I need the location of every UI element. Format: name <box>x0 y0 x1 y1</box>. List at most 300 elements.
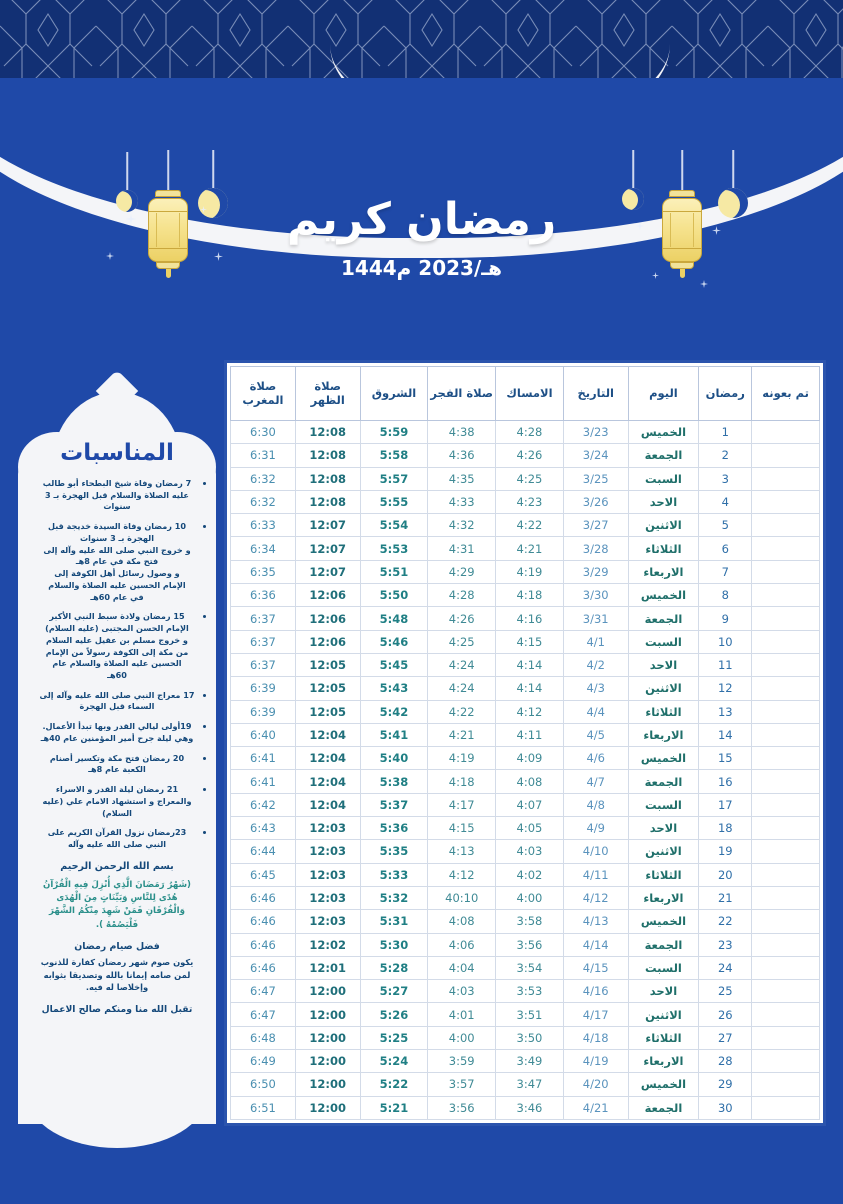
cell-maghrib: 6:39 <box>231 700 296 723</box>
cell-fajr: 4:00 <box>428 1026 496 1049</box>
cell-ramadan: 19 <box>699 840 752 863</box>
cell-fajr: 4:12 <box>428 863 496 886</box>
cell-shuruq: 5:55 <box>360 490 428 513</box>
cell-day: السبت <box>628 630 699 653</box>
cell-date: 3/26 <box>563 490 628 513</box>
cell-imsak: 4:25 <box>496 467 564 490</box>
cell-check[interactable] <box>752 1003 820 1026</box>
cell-imsak: 4:28 <box>496 421 564 444</box>
cell-maghrib: 6:46 <box>231 886 296 909</box>
cell-shuruq: 5:53 <box>360 537 428 560</box>
cell-shuruq: 5:57 <box>360 467 428 490</box>
bullet-icon <box>203 725 206 728</box>
cell-imsak: 4:08 <box>496 770 564 793</box>
cell-fajr: 3:56 <box>428 1096 496 1119</box>
table-row <box>231 514 820 537</box>
cell-imsak: 4:22 <box>496 514 564 537</box>
table-row <box>231 793 820 816</box>
table-row <box>231 886 820 909</box>
occasions-list <box>32 478 202 851</box>
cell-imsak: 4:05 <box>496 817 564 840</box>
cell-ramadan: 5 <box>699 514 752 537</box>
cell-ramadan: 12 <box>699 677 752 700</box>
bottom-blue-strip <box>0 1176 843 1204</box>
cell-dhuhr: 12:07 <box>295 514 360 537</box>
cell-imsak: 4:18 <box>496 584 564 607</box>
table-row <box>231 956 820 979</box>
cell-date: 4/16 <box>563 980 628 1003</box>
header-maghrib: صلاة المغرب <box>231 367 296 421</box>
cell-shuruq: 5:38 <box>360 770 428 793</box>
cell-date: 4/6 <box>563 747 628 770</box>
cell-maghrib: 6:33 <box>231 514 296 537</box>
cell-dhuhr: 12:03 <box>295 817 360 840</box>
bullet-icon <box>203 694 206 697</box>
cell-day: الاثنين <box>628 677 699 700</box>
cell-shuruq: 5:50 <box>360 584 428 607</box>
prayer-times-table-card <box>224 360 826 1126</box>
cell-date: 4/21 <box>563 1096 628 1119</box>
cell-date: 4/19 <box>563 1050 628 1073</box>
cell-ramadan: 9 <box>699 607 752 630</box>
table-row <box>231 933 820 956</box>
cell-maghrib: 6:47 <box>231 1003 296 1026</box>
cell-ramadan: 18 <box>699 817 752 840</box>
cell-ramadan: 16 <box>699 770 752 793</box>
cell-check[interactable] <box>752 840 820 863</box>
cell-maghrib: 6:49 <box>231 1050 296 1073</box>
cell-ramadan: 28 <box>699 1050 752 1073</box>
cell-maghrib: 6:42 <box>231 793 296 816</box>
cell-dhuhr: 12:06 <box>295 584 360 607</box>
cell-day: الثلاثاء <box>628 537 699 560</box>
cell-shuruq: 5:37 <box>360 793 428 816</box>
cell-shuruq: 5:46 <box>360 630 428 653</box>
cell-maghrib: 6:45 <box>231 863 296 886</box>
cell-dhuhr: 12:08 <box>295 490 360 513</box>
cell-shuruq: 5:24 <box>360 1050 428 1073</box>
bullet-icon <box>203 482 206 485</box>
cell-date: 4/2 <box>563 653 628 676</box>
table-row <box>231 490 820 513</box>
cell-day: الاحد <box>628 653 699 676</box>
prayer-times-table <box>230 366 820 1120</box>
cell-dhuhr: 12:05 <box>295 700 360 723</box>
cell-maghrib: 6:46 <box>231 956 296 979</box>
cell-check[interactable] <box>752 770 820 793</box>
cell-ramadan: 25 <box>699 980 752 1003</box>
cell-fajr: 4:28 <box>428 584 496 607</box>
cell-fajr: 4:36 <box>428 444 496 467</box>
cell-day: السبت <box>628 956 699 979</box>
cell-ramadan: 26 <box>699 1003 752 1026</box>
cell-date: 3/24 <box>563 444 628 467</box>
occasions-sidebar <box>18 392 216 1148</box>
closing-dua-text: تقبل الله منا ومنكم صالح الاعمال <box>41 1004 193 1016</box>
cell-day: السبت <box>628 793 699 816</box>
table-row <box>231 421 820 444</box>
cell-maghrib: 6:46 <box>231 910 296 933</box>
cell-fajr: 4:19 <box>428 747 496 770</box>
cell-check[interactable] <box>752 910 820 933</box>
cell-day: الاحد <box>628 817 699 840</box>
cell-shuruq: 5:36 <box>360 817 428 840</box>
table-row <box>231 863 820 886</box>
cell-ramadan: 10 <box>699 630 752 653</box>
cell-fajr: 4:15 <box>428 817 496 840</box>
cell-date: 4/7 <box>563 770 628 793</box>
occasion-item <box>32 690 202 713</box>
header-check: تم بعونه <box>752 367 820 421</box>
table-row <box>231 1026 820 1049</box>
cell-dhuhr: 12:00 <box>295 1026 360 1049</box>
cell-check[interactable] <box>752 653 820 676</box>
cell-shuruq: 5:48 <box>360 607 428 630</box>
cell-dhuhr: 12:05 <box>295 653 360 676</box>
table-row <box>231 700 820 723</box>
table-row <box>231 677 820 700</box>
table-row <box>231 560 820 583</box>
cell-fajr: 4:33 <box>428 490 496 513</box>
cell-dhuhr: 12:00 <box>295 1096 360 1119</box>
cell-date: 4/3 <box>563 677 628 700</box>
cell-fajr: 4:01 <box>428 1003 496 1026</box>
cell-date: 4/5 <box>563 723 628 746</box>
table-row <box>231 537 820 560</box>
cell-check[interactable] <box>752 956 820 979</box>
cell-shuruq: 5:28 <box>360 956 428 979</box>
cell-date: 3/28 <box>563 537 628 560</box>
cell-imsak: 3:56 <box>496 933 564 956</box>
cell-date: 3/30 <box>563 584 628 607</box>
cell-maghrib: 6:30 <box>231 421 296 444</box>
cell-imsak: 3:47 <box>496 1073 564 1096</box>
cell-maghrib: 6:36 <box>231 584 296 607</box>
cell-maghrib: 6:34 <box>231 537 296 560</box>
cell-maghrib: 6:40 <box>231 723 296 746</box>
cell-check[interactable] <box>752 1050 820 1073</box>
cell-shuruq: 5:33 <box>360 863 428 886</box>
cell-maghrib: 6:31 <box>231 444 296 467</box>
cell-shuruq: 5:31 <box>360 910 428 933</box>
cell-day: الجمعة <box>628 1096 699 1119</box>
table-header-row <box>231 367 820 421</box>
occasion-text: 17 معراج النبي صلى الله عليه وآله إلى السماء قبل الهجرة <box>39 689 195 712</box>
cell-shuruq: 5:45 <box>360 653 428 676</box>
cell-dhuhr: 12:01 <box>295 956 360 979</box>
cell-shuruq: 5:26 <box>360 1003 428 1026</box>
cell-dhuhr: 12:00 <box>295 1073 360 1096</box>
cell-date: 3/27 <box>563 514 628 537</box>
cell-day: الثلاثاء <box>628 700 699 723</box>
occasion-subtext: و وصول رسائل أهل الكوفة إلى الإمام الحسين عليه الصلاة والسلام في عام 60هـ <box>48 568 186 602</box>
cell-date: 4/12 <box>563 886 628 909</box>
cell-check[interactable] <box>752 537 820 560</box>
occasion-subtext: و خروج النبي صلى الله عليه وآله إلى فتح مكة في عام 8هـ <box>43 544 191 567</box>
occasion-item <box>32 721 202 744</box>
cell-fajr: 4:06 <box>428 933 496 956</box>
cell-imsak: 4:15 <box>496 630 564 653</box>
occasion-item <box>32 753 202 776</box>
cell-imsak: 3:46 <box>496 1096 564 1119</box>
cell-fajr: 4:18 <box>428 770 496 793</box>
cell-fajr: 4:35 <box>428 467 496 490</box>
cell-maghrib: 6:37 <box>231 607 296 630</box>
occasion-subtext: و خروج مسلم بن عقيل عليه السلام من مكة إلى الكوفة رسولاً من الإمام الحسين عليه الصلاة والسلام عام 60هـ <box>45 634 189 681</box>
table-row <box>231 607 820 630</box>
cell-imsak: 3:49 <box>496 1050 564 1073</box>
table-row <box>231 444 820 467</box>
cell-date: 4/15 <box>563 956 628 979</box>
header-dhuhr: صلاة الظهر <box>295 367 360 421</box>
cell-date: 4/10 <box>563 840 628 863</box>
cell-date: 4/4 <box>563 700 628 723</box>
occasion-text: 20 رمضان فتح مكة وتكسير أصنام الكعبة عام 8هـ <box>49 752 185 775</box>
occasion-item <box>32 784 202 819</box>
cell-shuruq: 5:22 <box>360 1073 428 1096</box>
cell-fajr: 4:21 <box>428 723 496 746</box>
cell-imsak: 4:12 <box>496 700 564 723</box>
cell-shuruq: 5:35 <box>360 840 428 863</box>
cell-maghrib: 6:32 <box>231 490 296 513</box>
cell-imsak: 4:14 <box>496 653 564 676</box>
table-row <box>231 840 820 863</box>
page-title: رمضان كريم <box>286 194 557 245</box>
cell-fajr: 3:59 <box>428 1050 496 1073</box>
quran-ayah-text: (شَهْرُ رَمَضَانَ الَّذِي أُنْزِلَ فِيهِ الْقُرْآنُ هُدًى لِلنَّاسِ وَبَيِّنَاتٍ مِنَ الْهُدَى وَالْفُرْقَانِ فَمَنْ شَهِدَ مِنْكُمُ الشَّهْرَ فَلْيَصُمْهُ ). <box>43 879 191 930</box>
cell-check[interactable] <box>752 560 820 583</box>
cell-fajr: 4:17 <box>428 793 496 816</box>
header-imsak: الامساك <box>496 367 564 421</box>
cell-day: الجمعة <box>628 607 699 630</box>
cell-maghrib: 6:44 <box>231 840 296 863</box>
cell-shuruq: 5:43 <box>360 677 428 700</box>
table-row <box>231 653 820 676</box>
cell-ramadan: 17 <box>699 793 752 816</box>
cell-ramadan: 7 <box>699 560 752 583</box>
occasion-text: 7 رمضان وفاة شيخ البطحاء أبو طالب عليه الصلاة والسلام قبل الهجرة بـ 3 سنوات <box>42 478 192 512</box>
occasion-text: 10 رمضان وفاة السيدة خديجة قبل الهجرة بـ 3 سنوات <box>47 521 187 543</box>
cell-imsak: 4:16 <box>496 607 564 630</box>
header-date: التاريخ <box>563 367 628 421</box>
header-ramadan: رمضان <box>699 367 752 421</box>
cell-fajr: 4:38 <box>428 421 496 444</box>
bullet-icon <box>203 525 206 528</box>
cell-dhuhr: 12:07 <box>295 560 360 583</box>
cell-check[interactable] <box>752 444 820 467</box>
table-row <box>231 980 820 1003</box>
cell-shuruq: 5:54 <box>360 514 428 537</box>
cell-day: الاربعاء <box>628 1050 699 1073</box>
cell-day: الثلاثاء <box>628 1026 699 1049</box>
bullet-icon <box>203 615 206 618</box>
bullet-icon <box>203 757 206 760</box>
cell-day: السبت <box>628 467 699 490</box>
cell-check[interactable] <box>752 933 820 956</box>
cell-day: الاربعاء <box>628 723 699 746</box>
cell-ramadan: 27 <box>699 1026 752 1049</box>
cell-dhuhr: 12:06 <box>295 630 360 653</box>
cell-dhuhr: 12:02 <box>295 933 360 956</box>
cell-maghrib: 6:50 <box>231 1073 296 1096</box>
cell-check[interactable] <box>752 980 820 1003</box>
cell-shuruq: 5:21 <box>360 1096 428 1119</box>
cell-check[interactable] <box>752 723 820 746</box>
cell-imsak: 4:21 <box>496 537 564 560</box>
bullet-icon <box>203 831 206 834</box>
cell-ramadan: 13 <box>699 700 752 723</box>
cell-dhuhr: 12:03 <box>295 863 360 886</box>
cell-dhuhr: 12:08 <box>295 421 360 444</box>
cell-dhuhr: 12:03 <box>295 910 360 933</box>
cell-fajr: 40:10 <box>428 886 496 909</box>
cell-ramadan: 30 <box>699 1096 752 1119</box>
fasting-merit-body: يكون صوم شهر رمضان كفارة للذنوب لمن صامه إيمانا بالله وتصديقا بثوابه وإخلاصا له فيه. <box>40 957 194 992</box>
table-row <box>231 817 820 840</box>
cell-date: 3/25 <box>563 467 628 490</box>
cell-check[interactable] <box>752 514 820 537</box>
cell-maghrib: 6:37 <box>231 630 296 653</box>
cell-date: 4/18 <box>563 1026 628 1049</box>
occasion-text: 21 رمضان ليلة القدر و الاسراء والمعراج و استشهاد الامام علي (عليه السلام) <box>42 784 192 818</box>
cell-imsak: 4:07 <box>496 793 564 816</box>
cell-day: الثلاثاء <box>628 863 699 886</box>
cell-maghrib: 6:39 <box>231 677 296 700</box>
cell-check[interactable] <box>752 747 820 770</box>
cell-dhuhr: 12:04 <box>295 747 360 770</box>
cell-day: الجمعة <box>628 933 699 956</box>
cell-maghrib: 6:41 <box>231 747 296 770</box>
occasion-item <box>32 827 202 850</box>
cell-imsak: 3:50 <box>496 1026 564 1049</box>
cell-imsak: 4:14 <box>496 677 564 700</box>
cell-date: 3/29 <box>563 560 628 583</box>
cell-date: 3/23 <box>563 421 628 444</box>
cell-dhuhr: 12:00 <box>295 980 360 1003</box>
cell-imsak: 3:53 <box>496 980 564 1003</box>
cell-ramadan: 22 <box>699 910 752 933</box>
occasion-text: 15 رمضان ولادة سبط النبي الأكبر الإمام الحسن المجتبى (عليه السلام) <box>45 611 189 634</box>
cell-day: الاثنين <box>628 514 699 537</box>
cell-date: 4/1 <box>563 630 628 653</box>
cell-dhuhr: 12:07 <box>295 537 360 560</box>
cell-day: الاحد <box>628 490 699 513</box>
cell-maghrib: 6:32 <box>231 467 296 490</box>
page-subtitle: 1444هـ/2023 م <box>341 256 502 281</box>
cell-fajr: 3:57 <box>428 1073 496 1096</box>
cell-day: الخميس <box>628 1073 699 1096</box>
cell-check[interactable] <box>752 584 820 607</box>
cell-dhuhr: 12:06 <box>295 607 360 630</box>
cell-check[interactable] <box>752 607 820 630</box>
cell-check[interactable] <box>752 793 820 816</box>
sidebar-title: المناسبات <box>60 440 174 466</box>
cell-dhuhr: 12:03 <box>295 886 360 909</box>
cell-maghrib: 6:43 <box>231 817 296 840</box>
cell-day: الجمعة <box>628 444 699 467</box>
cell-date: 4/20 <box>563 1073 628 1096</box>
cell-shuruq: 5:25 <box>360 1026 428 1049</box>
header-shuruq: الشروق <box>360 367 428 421</box>
cell-imsak: 3:51 <box>496 1003 564 1026</box>
cell-check[interactable] <box>752 886 820 909</box>
cell-day: الاثنين <box>628 840 699 863</box>
cell-shuruq: 5:51 <box>360 560 428 583</box>
cell-check[interactable] <box>752 421 820 444</box>
cell-ramadan: 8 <box>699 584 752 607</box>
cell-check[interactable] <box>752 677 820 700</box>
cell-dhuhr: 12:04 <box>295 793 360 816</box>
cell-maghrib: 6:41 <box>231 770 296 793</box>
cell-imsak: 4:02 <box>496 863 564 886</box>
cell-fajr: 4:26 <box>428 607 496 630</box>
cell-shuruq: 5:59 <box>360 421 428 444</box>
cell-fajr: 4:08 <box>428 910 496 933</box>
cell-imsak: 4:03 <box>496 840 564 863</box>
cell-check[interactable] <box>752 863 820 886</box>
sidebar-content <box>18 392 216 1148</box>
cell-check[interactable] <box>752 1026 820 1049</box>
cell-check[interactable] <box>752 700 820 723</box>
cell-date: 4/11 <box>563 863 628 886</box>
cell-imsak: 4:00 <box>496 886 564 909</box>
occasion-item <box>32 611 202 681</box>
cell-day: الخميس <box>628 747 699 770</box>
cell-shuruq: 5:42 <box>360 700 428 723</box>
occasion-text: 23رمضان نزول القرآن الكريم على النبي صلى الله عليه وآله <box>47 827 187 850</box>
table-row <box>231 1050 820 1073</box>
cell-maghrib: 6:35 <box>231 560 296 583</box>
cell-date: 4/14 <box>563 933 628 956</box>
cell-date: 4/13 <box>563 910 628 933</box>
header-fajr: صلاة الفجر <box>428 367 496 421</box>
table-row <box>231 467 820 490</box>
cell-shuruq: 5:32 <box>360 886 428 909</box>
cell-maghrib: 6:46 <box>231 933 296 956</box>
cell-maghrib: 6:37 <box>231 653 296 676</box>
cell-dhuhr: 12:00 <box>295 1050 360 1073</box>
cell-check[interactable] <box>752 490 820 513</box>
cell-check[interactable] <box>752 630 820 653</box>
table-row <box>231 770 820 793</box>
cell-maghrib: 6:51 <box>231 1096 296 1119</box>
cell-check[interactable] <box>752 1073 820 1096</box>
table-row <box>231 630 820 653</box>
cell-fajr: 4:31 <box>428 537 496 560</box>
cell-fajr: 4:22 <box>428 700 496 723</box>
cell-check[interactable] <box>752 817 820 840</box>
cell-ramadan: 3 <box>699 467 752 490</box>
cell-shuruq: 5:58 <box>360 444 428 467</box>
cell-ramadan: 21 <box>699 886 752 909</box>
table-row <box>231 1073 820 1096</box>
cell-shuruq: 5:40 <box>360 747 428 770</box>
cell-fajr: 4:24 <box>428 653 496 676</box>
table-body <box>231 421 820 1120</box>
cell-imsak: 4:19 <box>496 560 564 583</box>
cell-day: الاربعاء <box>628 886 699 909</box>
cell-dhuhr: 12:04 <box>295 770 360 793</box>
cell-ramadan: 15 <box>699 747 752 770</box>
cell-day: الخميس <box>628 584 699 607</box>
cell-shuruq: 5:30 <box>360 933 428 956</box>
cell-imsak: 3:54 <box>496 956 564 979</box>
cell-check[interactable] <box>752 467 820 490</box>
cell-day: الجمعة <box>628 770 699 793</box>
cell-imsak: 4:26 <box>496 444 564 467</box>
occasion-item <box>32 521 202 603</box>
cell-check[interactable] <box>752 1096 820 1119</box>
